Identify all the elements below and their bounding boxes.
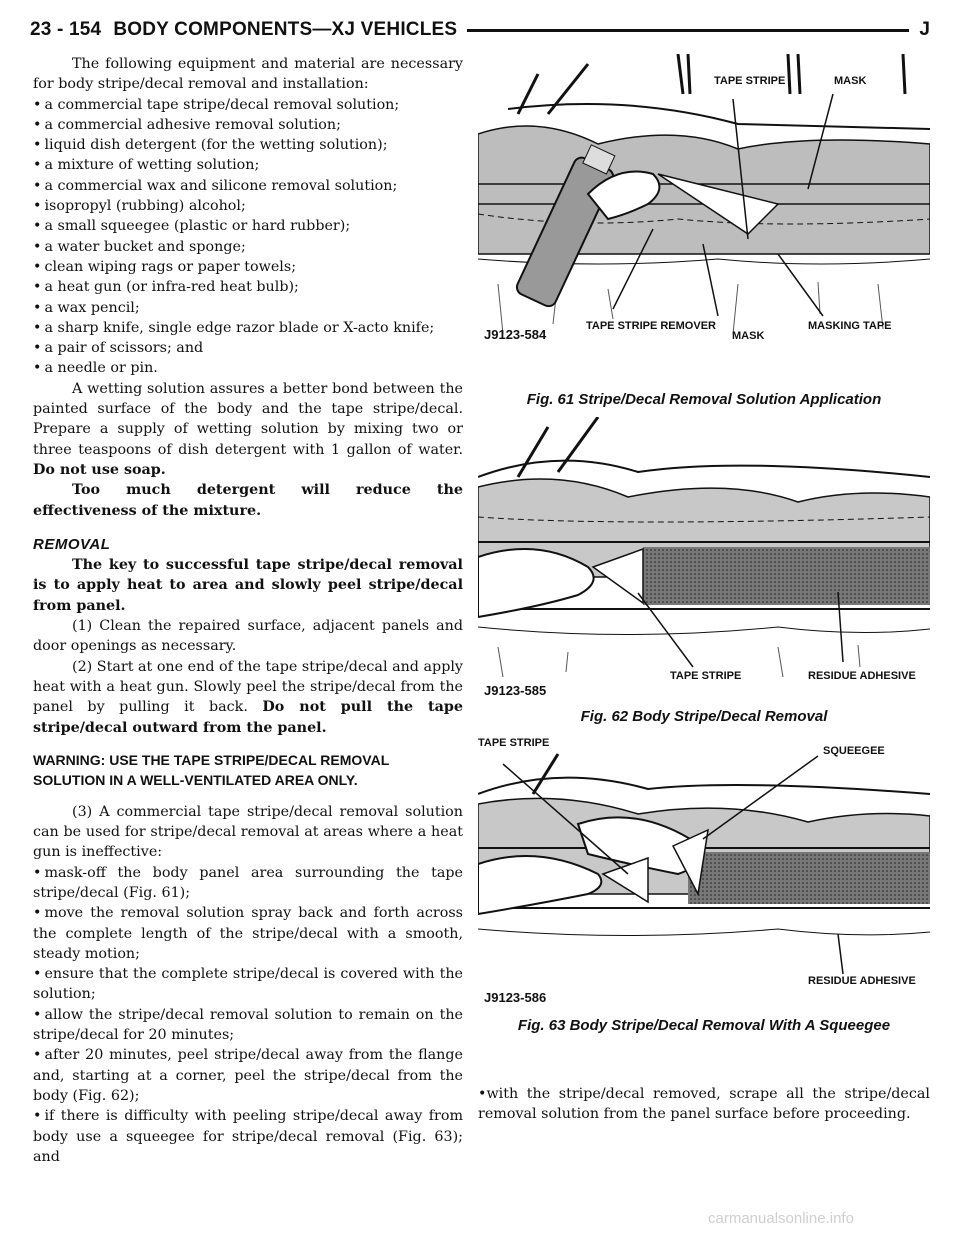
list-item-text: allow the stripe/decal removal solution to remain on the stripe/decal for 20 minutes; bbox=[33, 1006, 463, 1044]
detergent-note: Too much detergent will reduce the effectiveness of the mixture. bbox=[33, 482, 463, 519]
list-item bbox=[33, 338, 463, 358]
step-2-text: (2) Start at one end of the tape stripe/decal and apply heat with a heat gun. Slowly peel the stripe/decal from the panel by pulling it back. bbox=[33, 658, 463, 716]
list-item-text: mask-off the body panel area surrounding the tape stripe/decal (Fig. 61); bbox=[33, 864, 463, 901]
removal-heading: REMOVAL bbox=[33, 535, 111, 553]
label-squeegee-63: SQUEEGEE bbox=[823, 745, 885, 757]
intro-paragraph: The following equipment and material are necessary for body stripe/decal removal and installation: bbox=[33, 56, 463, 93]
list-item-text: if there is difficulty with peeling stripe/decal away from body use a squeegee for stripe/decal removal (Fig. 63); and bbox=[33, 1108, 463, 1165]
figure-62-caption: Fig. 62 Body Stripe/Decal Removal bbox=[580, 708, 828, 725]
figure-63-illustration bbox=[478, 734, 930, 1016]
list-item-text: move the removal solution spray back and forth across the complete length of the stripe/decal with a smooth, steady motion; bbox=[33, 905, 463, 962]
bullet-dot: • bbox=[33, 238, 42, 255]
bullet-dot: • bbox=[33, 340, 42, 357]
figure-61-code: J9123-584 bbox=[484, 327, 547, 342]
bullet-dot: • bbox=[33, 1006, 42, 1023]
step-2-warning: Do not pull the tape stripe/decal outward from the panel. bbox=[33, 699, 463, 736]
final-bullet bbox=[478, 1084, 930, 1125]
bullet-dot: • bbox=[33, 137, 42, 154]
list-item bbox=[33, 95, 463, 115]
list-item bbox=[33, 155, 463, 175]
list-item-text: a pair of scissors; and bbox=[44, 340, 204, 357]
list-item bbox=[33, 358, 463, 378]
list-item-text: clean wiping rags or paper towels; bbox=[44, 258, 297, 275]
label-tape-stripe-62: TAPE STRIPE bbox=[670, 670, 742, 682]
bullet-dot: • bbox=[33, 299, 42, 316]
final-item-text: with the stripe/decal removed, scrape all the stripe/decal removal solution from the panel surface before proceeding. bbox=[478, 1086, 930, 1123]
list-item-text: a commercial wax and silicone removal solution; bbox=[44, 177, 398, 194]
label-tape-stripe-63: TAPE STRIPE bbox=[478, 737, 550, 749]
list-item-text: liquid dish detergent (for the wetting solution); bbox=[44, 137, 388, 154]
bullet-dot: • bbox=[33, 864, 42, 881]
figure-63-code: J9123-586 bbox=[484, 990, 547, 1005]
bullet-dot: • bbox=[33, 218, 42, 235]
figure-63 bbox=[478, 734, 930, 1035]
page-header bbox=[30, 12, 930, 48]
wetting-paragraph bbox=[33, 379, 463, 480]
list-item-text: a commercial adhesive removal solution; bbox=[44, 116, 341, 133]
bullet-dot: • bbox=[33, 966, 42, 983]
header-rule bbox=[467, 29, 909, 32]
figure-61 bbox=[478, 54, 930, 409]
figure-61-illustration bbox=[478, 54, 930, 390]
list-item bbox=[33, 216, 463, 236]
label-residue-62: RESIDUE ADHESIVE bbox=[808, 670, 916, 682]
list-item-text: after 20 minutes, peel stripe/decal away from the flange and, starting at a corner, peel the stripe/decal from the body (Fig. 62); bbox=[33, 1047, 463, 1104]
bullet-dot: • bbox=[33, 319, 42, 336]
list-item bbox=[33, 298, 463, 318]
list-item-text: a small squeegee (plastic or hard rubber); bbox=[44, 218, 351, 235]
bullet-dot: • bbox=[33, 905, 42, 922]
figure-61-caption: Fig. 61 Stripe/Decal Removal Solution Application bbox=[526, 391, 882, 408]
wetting-warning: Do not use soap. bbox=[33, 461, 166, 478]
list-item bbox=[33, 257, 463, 277]
section-title: BODY COMPONENTS—XJ VEHICLES bbox=[113, 19, 458, 40]
list-item-text: a mixture of wetting solution; bbox=[44, 157, 260, 174]
figure-63-caption: Fig. 63 Body Stripe/Decal Removal With A Squeegee bbox=[517, 1017, 891, 1034]
label-tape-stripe: TAPE STRIPE bbox=[714, 75, 786, 87]
step-3: (3) A commercial tape stripe/decal removal solution can be used for stripe/decal removal at areas where a heat gun is ineffective: bbox=[33, 803, 463, 861]
bullet-dot: • bbox=[33, 1047, 42, 1064]
warning-block: WARNING: USE THE TAPE STRIPE/DECAL REMOVAL SOLUTION IN A WELL-VENTILATED AREA ONLY. bbox=[33, 751, 389, 788]
bullet-dot: • bbox=[33, 198, 42, 215]
list-item bbox=[33, 1005, 463, 1046]
left-column bbox=[33, 54, 463, 1167]
list-item bbox=[33, 1106, 463, 1167]
wetting-text: A wetting solution assures a better bond between the painted surface of the body and the tape stripe/decal. Prepare a supply of wetting solution by mixing two or three teaspoons of dish detergent with 1 gallon of water. bbox=[33, 380, 463, 458]
list-item bbox=[33, 1045, 463, 1106]
list-item-text: a sharp knife, single edge razor blade or X-acto knife; bbox=[44, 319, 435, 336]
list-item bbox=[33, 196, 463, 216]
list-item bbox=[33, 115, 463, 135]
page-number: 23 - 154 bbox=[30, 19, 102, 40]
figure-62-code: J9123-585 bbox=[484, 683, 547, 698]
list-item bbox=[33, 176, 463, 196]
step-3-list bbox=[33, 863, 463, 1167]
label-masking-tape: MASKING TAPE bbox=[808, 320, 892, 332]
bullet-dot: • bbox=[33, 157, 42, 174]
right-column bbox=[478, 54, 930, 1035]
bullet-dot: • bbox=[33, 360, 42, 377]
bullet-dot: • bbox=[33, 177, 42, 194]
list-item-text: a needle or pin. bbox=[44, 360, 158, 377]
label-mask-bottom: MASK bbox=[732, 330, 765, 342]
list-item-text: a wax pencil; bbox=[44, 299, 140, 316]
list-item bbox=[33, 863, 463, 904]
list-item-text: a water bucket and sponge; bbox=[44, 238, 246, 255]
list-item bbox=[33, 237, 463, 257]
figure-62 bbox=[478, 417, 930, 726]
label-residue-63: RESIDUE ADHESIVE bbox=[808, 975, 916, 987]
list-item-text: ensure that the complete stripe/decal is covered with the solution; bbox=[33, 966, 463, 1003]
bullet-dot: • bbox=[33, 116, 42, 133]
list-item bbox=[33, 135, 463, 155]
step-2 bbox=[33, 657, 463, 738]
bullet-dot: • bbox=[33, 258, 42, 275]
list-item bbox=[33, 903, 463, 964]
list-item-text: a commercial tape stripe/decal removal solution; bbox=[44, 96, 400, 113]
watermark: carmanualsonline.info bbox=[708, 1210, 854, 1227]
header-marker: J bbox=[919, 19, 930, 40]
label-remover: TAPE STRIPE REMOVER bbox=[586, 320, 716, 332]
list-item-text: isopropyl (rubbing) alcohol; bbox=[44, 198, 246, 215]
step-1: (1) Clean the repaired surface, adjacent panels and door openings as necessary. bbox=[33, 618, 463, 655]
list-item-text: a heat gun (or infra-red heat bulb); bbox=[44, 279, 299, 296]
list-item bbox=[33, 964, 463, 1005]
bullet-dot: • bbox=[478, 1086, 487, 1102]
figure-62-illustration bbox=[478, 417, 930, 707]
bullet-dot: • bbox=[33, 96, 42, 113]
label-mask-top: MASK bbox=[834, 75, 867, 87]
equipment-list bbox=[33, 95, 463, 379]
bullet-dot: • bbox=[33, 279, 42, 296]
list-item bbox=[33, 277, 463, 297]
list-item bbox=[33, 318, 463, 338]
bullet-dot: • bbox=[33, 1108, 42, 1125]
removal-key-note: The key to successful tape stripe/decal removal is to apply heat to area and slowly peel stripe/decal from panel. bbox=[33, 557, 463, 614]
